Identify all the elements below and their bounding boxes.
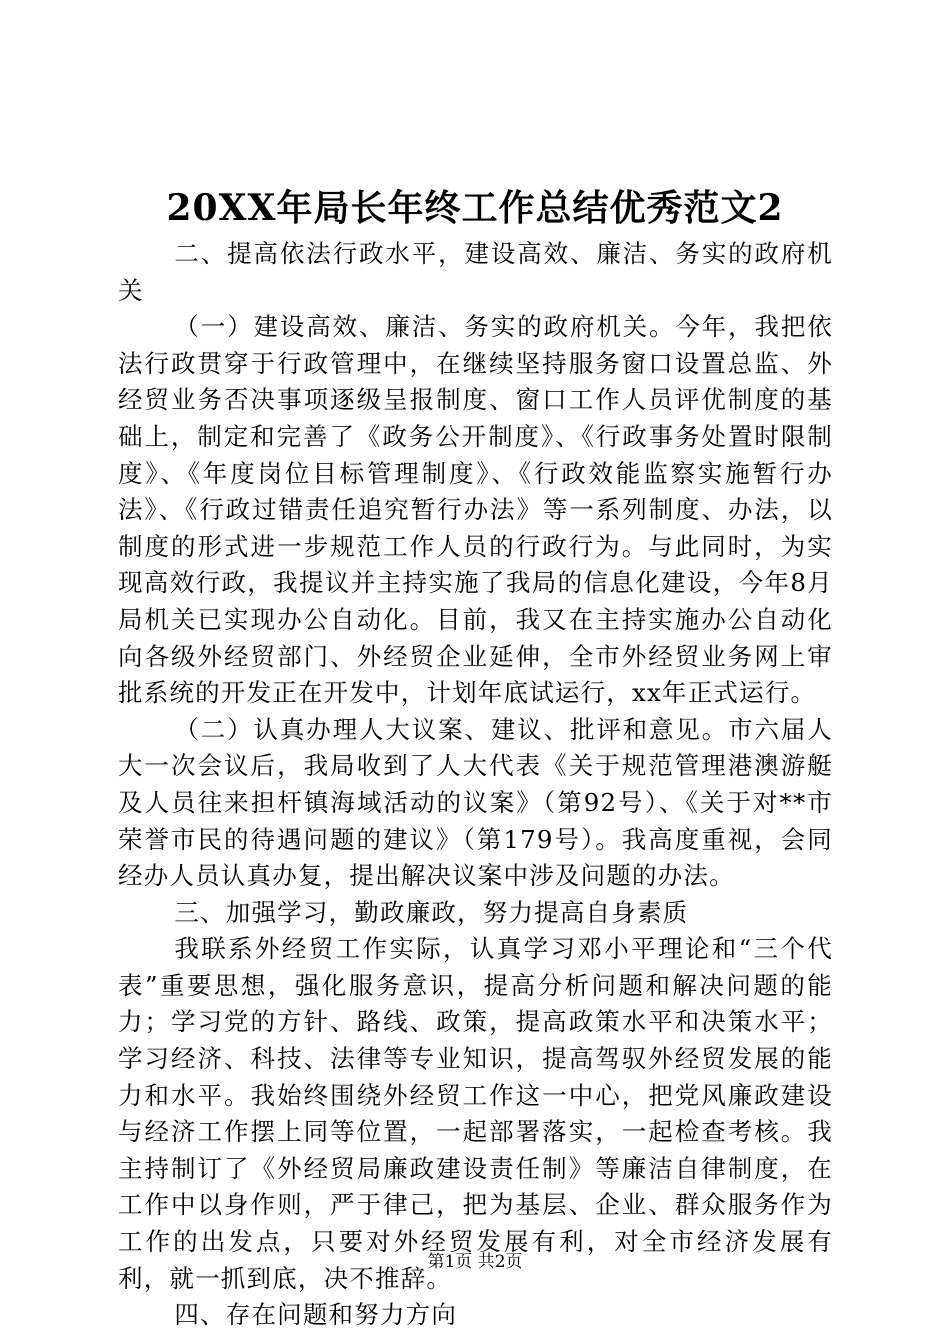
- page-footer: 第1页 共2页: [427, 1252, 523, 1272]
- section-heading: 二、提高依法行政水平，建设高效、廉洁、务实的政府机关: [118, 239, 833, 305]
- section-heading: 三、加强学习，勤政廉政，努力提高自身素质: [174, 897, 689, 927]
- section-heading: 四、存在问题和努力方向: [174, 1300, 458, 1330]
- document-title: 20XX年局长年终工作总结优秀范文2: [166, 187, 784, 229]
- body-paragraph: （二）认真办理人大议案、建议、批评和意见。市六届人大一次会议后，我局收到了人大代表《关于规范管理港澳游艇及人员往来担杆镇海域活动的议案》（第92号）、《关于对**市荣誉市民的待遇问题的建议》（第179号）。我高度重视，会同经办人员认真办复，提出解决议案中涉及问题的办法。: [118, 714, 833, 891]
- body-paragraph: 我联系外经贸工作实际，认真学习邓小平理论和“三个代表”重要思想，强化服务意识，提高分析问题和解决问题的能力；学习党的方针、路线、政策，提高政策水平和决策水平；学习经济、科技、法律等专业知识，提高驾驭外经贸发展的能力和水平。我始终围绕外经贸工作这一中心，把党风廉政建设与经济工作摆上同等位置，一起部署落实，一起检查考核。我主持制订了《外经贸局廉政建设责任制》等廉洁自律制度，在工作中以身作则，严于律己，把为基层、企业、群众服务作为工作的出发点，只要对外经贸发展有利，对全市经济发展有利，就一抓到底，决不推辞。: [118, 934, 833, 1293]
- document-body: [118, 236, 833, 1334]
- body-paragraph: （一）建设高效、廉洁、务实的政府机关。今年，我把依法行政贯穿于行政管理中，在继续坚持服务窗口设置总监、外经贸业务否决事项逐级呈报制度、窗口工作人员评优制度的基础上，制定和完善了《政务公开制度》、《行政事务处置时限制度》、《年度岗位目标管理制度》、《行政效能监察实施暂行办法》、《行政过错责任追究暂行办法》等一系列制度、办法，以制度的形式进一步规范工作人员的行政行为。与此同时，为实现高效行政，我提议并主持实施了我局的信息化建设，今年8月局机关已实现办公自动化。目前，我又在主持实施办公自动化向各级外经贸部门、外经贸企业延伸，全市外经贸业务网上审批系统的开发正在开发中，计划年底试运行，xx年正式运行。: [118, 312, 833, 708]
